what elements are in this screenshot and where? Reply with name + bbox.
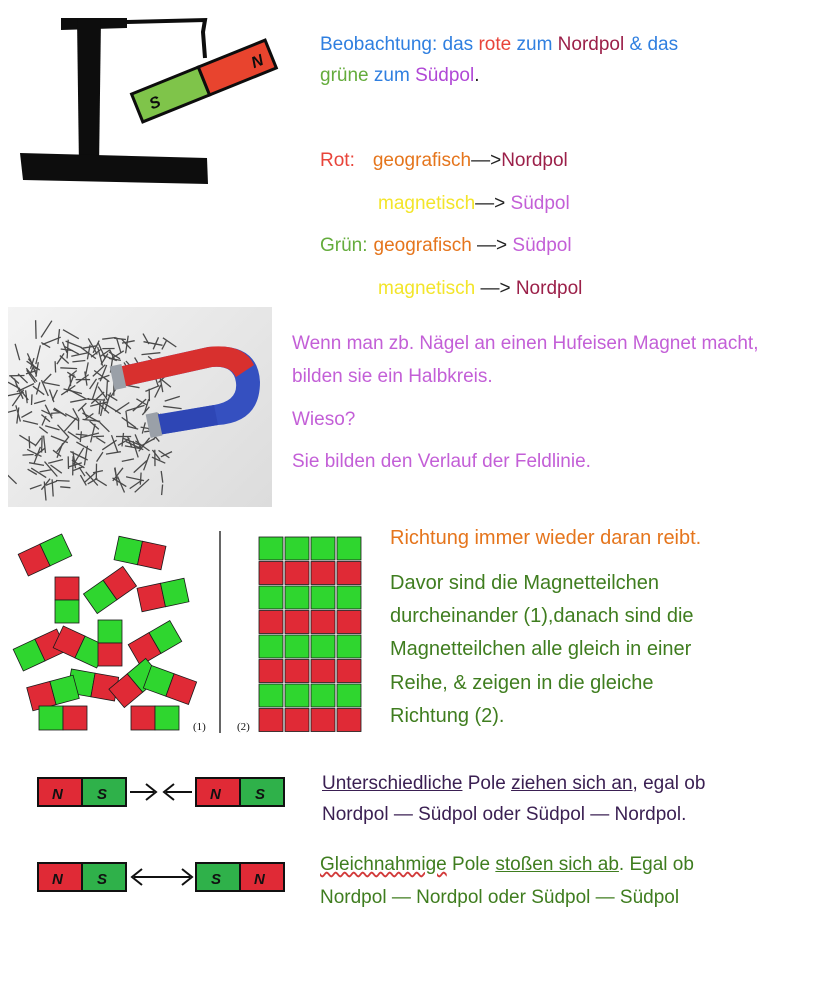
ordered-particle-half bbox=[337, 709, 361, 732]
ordered-particle-half bbox=[311, 586, 335, 609]
ordered-particle-half bbox=[259, 684, 283, 707]
magnet-particle bbox=[98, 620, 122, 666]
section3-heading: Richtung immer wieder daran reibt. bbox=[390, 527, 702, 549]
magnet-particle bbox=[83, 566, 136, 613]
attract-arrow-right bbox=[130, 784, 156, 800]
attraction-rule-verb: ziehen sich an bbox=[511, 773, 633, 794]
rot-geografisch-row bbox=[320, 144, 568, 177]
stand-base bbox=[20, 153, 208, 184]
attraction-diagram bbox=[30, 768, 290, 818]
ordered-particle-half bbox=[337, 635, 361, 658]
magnet-s-label: S bbox=[146, 93, 164, 114]
ordered-particle-half bbox=[259, 586, 283, 609]
ordered-particle-half bbox=[311, 611, 335, 634]
ordered-particle-half bbox=[337, 537, 361, 560]
repulsion-diagram bbox=[30, 853, 290, 903]
ordered-particle-half bbox=[311, 537, 335, 560]
observation-run: rote bbox=[478, 34, 512, 55]
ordered-particle-half bbox=[337, 586, 361, 609]
magnet-n-label: N bbox=[248, 52, 267, 73]
horseshoe-magnet-photo bbox=[8, 307, 272, 507]
attract-right-s: S bbox=[255, 786, 266, 803]
magnet-particle bbox=[55, 577, 79, 623]
ordered-particle-half bbox=[259, 660, 283, 683]
ordered-particle-half bbox=[337, 611, 361, 634]
ordered-particle-half bbox=[337, 562, 361, 585]
repulsion-rule-term: Gleichnahmige bbox=[320, 854, 447, 875]
magnet-particle bbox=[114, 536, 166, 569]
rot-mag-arrow: —> bbox=[475, 193, 506, 214]
magnet-particle bbox=[128, 621, 182, 666]
ordered-particle-half bbox=[259, 709, 283, 732]
ordered-particle-half bbox=[285, 586, 309, 609]
gruen-mag-arrow: —> bbox=[475, 278, 511, 299]
rot-mag-target: Südpol bbox=[505, 193, 570, 214]
observation-run: grüne bbox=[320, 65, 369, 86]
repel-left-s: S bbox=[97, 871, 108, 888]
repulsion-rule-text-a: Pole bbox=[446, 854, 496, 875]
ordered-particle-half bbox=[311, 684, 335, 707]
rot-geo-text: geografisch bbox=[372, 150, 472, 171]
attract-left-n: N bbox=[52, 786, 63, 803]
ordered-particles bbox=[259, 537, 361, 732]
magnet-particle bbox=[143, 666, 196, 705]
repel-right-n: N bbox=[254, 871, 265, 888]
attraction-rule-text-a: Pole bbox=[462, 773, 512, 794]
observation-run: zum bbox=[368, 65, 416, 86]
repulsion-rule-line-1 bbox=[320, 848, 694, 881]
section3-line-5: Richtung (2). bbox=[390, 705, 505, 727]
attraction-rule-line-2: Nordpol — Südpol oder Südpol — Nordpol. bbox=[322, 804, 687, 825]
magnet-particle bbox=[27, 675, 80, 711]
gruen-magnetisch-row bbox=[378, 272, 582, 305]
observation-line-2 bbox=[320, 59, 480, 92]
section3-line-3: Magnetteilchen alle gleich in einer bbox=[390, 638, 692, 660]
rot-geo-arrow: —> bbox=[471, 150, 502, 171]
ordered-particle-half bbox=[285, 635, 309, 658]
magnet-particle bbox=[18, 534, 72, 576]
observation-run: Südpol bbox=[415, 65, 475, 86]
repulsion-rule-verb: stoßen sich ab bbox=[495, 854, 619, 875]
gruen-geo-arrow: —> bbox=[471, 235, 508, 256]
horseshoe-question: Wieso? bbox=[292, 409, 356, 430]
disordered-particles bbox=[13, 534, 196, 730]
gruen-geografisch-row bbox=[320, 229, 572, 262]
ordered-particle-half bbox=[311, 635, 335, 658]
ordered-particle-half bbox=[311, 660, 335, 683]
gruen-label: Grün: bbox=[320, 235, 368, 256]
hanging-string bbox=[127, 20, 205, 58]
ordered-particle-half bbox=[285, 611, 309, 634]
ordered-particle-half bbox=[285, 660, 309, 683]
attract-left-s: S bbox=[97, 786, 108, 803]
observation-run: Beobachtung: das bbox=[320, 34, 479, 55]
magnet-stand-drawing bbox=[15, 8, 305, 193]
rot-mag-text: magnetisch bbox=[378, 193, 476, 214]
ordered-particle-half bbox=[311, 562, 335, 585]
ordered-particle-half bbox=[337, 684, 361, 707]
ordered-particle-half bbox=[285, 709, 309, 732]
observation-run: . bbox=[474, 65, 480, 86]
repel-right-s: S bbox=[211, 871, 222, 888]
attract-right-n: N bbox=[210, 786, 221, 803]
label-chaos: (1) bbox=[193, 721, 206, 733]
ordered-particle-half bbox=[337, 660, 361, 683]
ordered-particle-half bbox=[311, 709, 335, 732]
horseshoe-text-line-1: Wenn man zb. Nägel an einen Hufeisen Magnet macht, bbox=[292, 333, 759, 354]
observation-run: Nordpol bbox=[557, 34, 625, 55]
magnet-particle bbox=[39, 706, 87, 730]
gruen-mag-text: magnetisch bbox=[378, 278, 476, 299]
rot-geo-target: Nordpol bbox=[501, 150, 568, 171]
observation-line-1 bbox=[320, 28, 678, 61]
ordered-particle-half bbox=[259, 611, 283, 634]
attract-arrow-left bbox=[164, 784, 192, 800]
ordered-particle-half bbox=[285, 562, 309, 585]
observation-run: & das bbox=[624, 34, 679, 55]
gruen-geo-text: geografisch bbox=[373, 235, 472, 256]
attraction-rule-line-1 bbox=[322, 767, 705, 800]
attraction-rule-term: Unterschiedliche bbox=[322, 773, 463, 794]
ordered-particle-half bbox=[259, 635, 283, 658]
stand-post bbox=[77, 18, 101, 168]
attraction-rule-text-b: , egal ob bbox=[632, 773, 706, 794]
horseshoe-answer: Sie bilden den Verlauf der Feldlinie. bbox=[292, 451, 591, 472]
observation-run: zum bbox=[511, 34, 558, 55]
label-ordered: (2) bbox=[237, 721, 250, 733]
ordered-particle-half bbox=[259, 562, 283, 585]
repel-left-n: N bbox=[52, 871, 63, 888]
horseshoe-magnet-illustration bbox=[8, 307, 272, 507]
section3-line-1: Davor sind die Magnetteilchen bbox=[390, 572, 660, 594]
repulsion-rule-line-2: Nordpol — Nordpol oder Südpol — Südpol bbox=[320, 887, 680, 908]
ordered-particle-half bbox=[285, 537, 309, 560]
repel-double-arrow bbox=[132, 869, 192, 885]
rot-magnetisch-row bbox=[378, 187, 570, 220]
ordered-particle-half bbox=[285, 684, 309, 707]
ordered-particle-half bbox=[259, 537, 283, 560]
section3-line-4: Reihe, & zeigen in die gleiche bbox=[390, 672, 654, 694]
section3-line-2: durcheinander (1),danach sind die bbox=[390, 605, 694, 627]
gruen-geo-target: Südpol bbox=[507, 235, 572, 256]
rot-label: Rot: bbox=[320, 150, 355, 171]
repulsion-rule-text-b: . Egal ob bbox=[618, 854, 694, 875]
horseshoe-text-line-2: bilden sie ein Halbkreis. bbox=[292, 366, 493, 387]
magnet-particle bbox=[137, 578, 189, 611]
magnet-particles-diagram bbox=[5, 525, 375, 740]
gruen-mag-target: Nordpol bbox=[510, 278, 583, 299]
magnet-particle bbox=[131, 706, 179, 730]
